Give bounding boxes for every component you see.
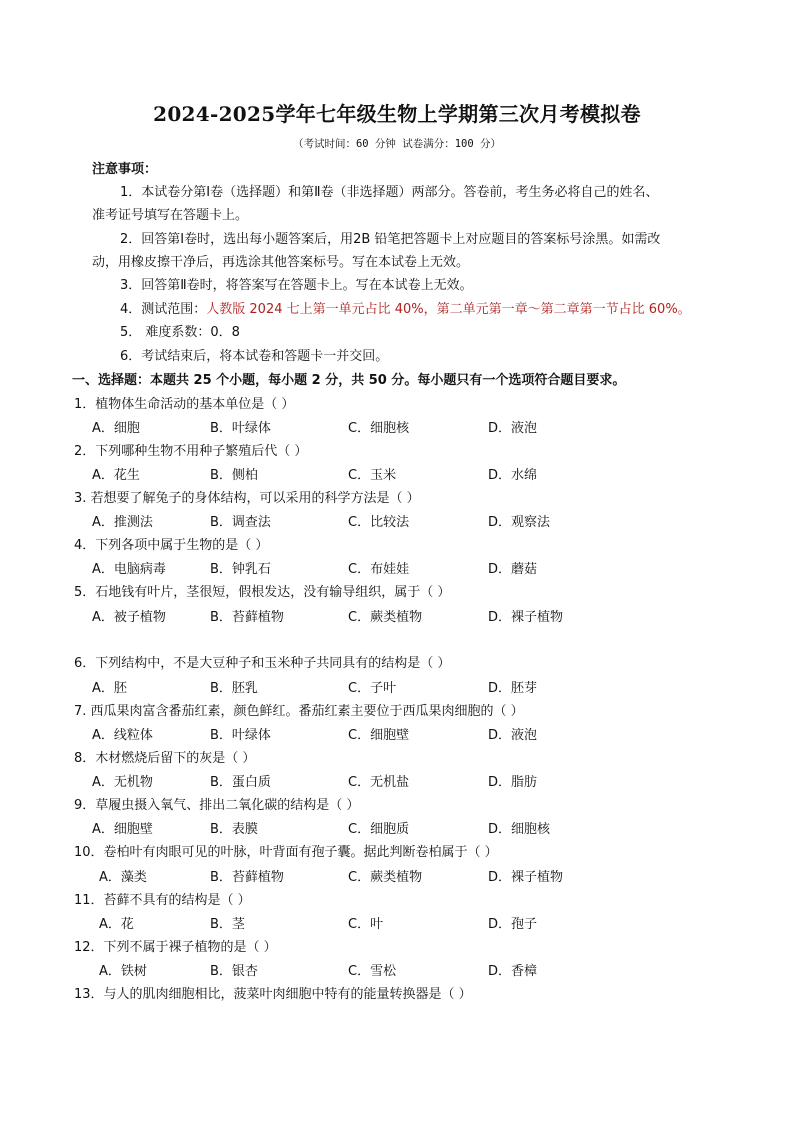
q6-option-d: D．胚芽 [488, 681, 538, 696]
exam-info: （考试时间：60 分钟 试卷满分：100 分） [292, 138, 502, 150]
q8-option-b: B．蛋白质 [210, 775, 271, 790]
q8-option-d: D．脂肪 [488, 775, 538, 790]
question-7: 7. 西瓜果肉富含番茄红素，颜色鲜红。番茄红素主要位于西瓜果肉细胞的（ ） [74, 704, 524, 719]
q12-option-a: A．铁树 [99, 964, 147, 979]
question-3: 3. 若想要了解兔子的身体结构，可以采用的科学方法是（ ） [74, 491, 420, 506]
q3-option-d: D．观察法 [488, 515, 551, 530]
q4-option-a: A．电脑病毒 [92, 562, 166, 577]
notice-item4-scope: 人教版 2024 七上第一单元占比 40%，第二单元第一章～第二章第一节占比 60%。 [206, 302, 691, 317]
q2-option-d: D．水绵 [488, 468, 538, 483]
q1-option-b: B．叶绿体 [210, 421, 271, 436]
notice-heading: 注意事项： [92, 162, 158, 177]
q8-option-a: A．无机物 [92, 775, 153, 790]
q1-option-d: D．液泡 [488, 421, 538, 436]
notice-item4-prefix: 4．测试范围： [120, 302, 207, 317]
q5-option-b: B．苔藓植物 [210, 610, 284, 625]
page-title: 2024-2025学年七年级生物上学期第三次月考模拟卷 [153, 102, 641, 126]
notice-line-1: 1．本试卷分第Ⅰ卷（选择题）和第Ⅱ卷（非选择题）两部分。答卷前，考生务必将自己的姓名、 [120, 185, 659, 200]
q11-option-c: C．叶 [348, 917, 384, 932]
q7-option-d: D．液泡 [488, 728, 538, 743]
q3-option-a: A．推测法 [92, 515, 153, 530]
q2-option-c: C．玉米 [348, 468, 397, 483]
notice-line-3: 2．回答第Ⅰ卷时，选出每小题答案后，用2B 铅笔把答题卡上对应题目的答案标号涂黑。如需改 [120, 232, 661, 247]
q2-option-b: B．侧柏 [210, 468, 258, 483]
question-2: 2．下列哪种生物不用种子繁殖后代（ ） [74, 444, 308, 459]
q5-option-a: A．被子植物 [92, 610, 166, 625]
question-4: 4．下列各项中属于生物的是（ ） [74, 538, 269, 553]
q11-option-d: D．孢子 [488, 917, 538, 932]
notice-line-5: 3．回答第Ⅱ卷时，将答案写在答题卡上。写在本试卷上无效。 [120, 278, 473, 293]
q4-option-c: C．布娃娃 [348, 562, 410, 577]
question-11: 11．苔藓不具有的结构是（ ） [74, 893, 251, 908]
q11-option-a: A．花 [99, 917, 134, 932]
question-1: 1．植物体生命活动的基本单位是（ ） [74, 397, 295, 412]
q10-option-d: D．裸子植物 [488, 870, 564, 885]
q10-option-b: B．苔藓植物 [210, 870, 284, 885]
q12-option-c: C．雪松 [348, 964, 397, 979]
q7-option-c: C．细胞壁 [348, 728, 410, 743]
q3-option-c: C．比较法 [348, 515, 410, 530]
q9-option-d: D．细胞核 [488, 822, 551, 837]
notice-line-8: 6．考试结束后，将本试卷和答题卡一并交回。 [120, 349, 389, 364]
question-8: 8．木材燃烧后留下的灰是（ ） [74, 751, 256, 766]
question-13: 13．与人的肌肉细胞相比，菠菜叶肉细胞中特有的能量转换器是（ ） [74, 987, 472, 1002]
notice-line-7: 5． 难度系数：0．8 [120, 325, 240, 340]
q1-option-c: C．细胞核 [348, 421, 410, 436]
notice-line-2: 准考证号填写在答题卡上。 [92, 208, 249, 223]
q9-option-c: C．细胞质 [348, 822, 410, 837]
q11-option-b: B．茎 [210, 917, 245, 932]
question-5: 5．石地钱有叶片，茎很短，假根发达，没有输导组织，属于（ ） [74, 585, 451, 600]
q7-option-b: B．叶绿体 [210, 728, 271, 743]
q5-option-d: D．裸子植物 [488, 610, 564, 625]
q12-option-b: B．银杏 [210, 964, 258, 979]
q2-option-a: A．花生 [92, 468, 140, 483]
q12-option-d: D．香樟 [488, 964, 538, 979]
question-12: 12．下列不属于裸子植物的是（ ） [74, 940, 277, 955]
question-6: 6．下列结构中，不是大豆种子和玉米种子共同具有的结构是（ ） [74, 656, 451, 671]
q5-option-c: C．蕨类植物 [348, 610, 423, 625]
q3-option-b: B．调查法 [210, 515, 271, 530]
q4-option-b: B．钟乳石 [210, 562, 271, 577]
q6-option-a: A．胚 [92, 681, 127, 696]
q7-option-a: A．线粒体 [92, 728, 153, 743]
question-9: 9．草履虫摄入氧气、排出二氧化碳的结构是（ ） [74, 798, 360, 813]
q10-option-c: C．蕨类植物 [348, 870, 423, 885]
question-10: 10．卷柏叶有肉眼可见的叶脉，叶背面有孢子囊。据此判断卷柏属于（ ） [74, 845, 498, 860]
q9-option-b: B．表膜 [210, 822, 258, 837]
q6-option-b: B．胚乳 [210, 681, 258, 696]
notice-line-6 [120, 300, 691, 320]
q4-option-d: D．蘑菇 [488, 562, 538, 577]
q8-option-c: C．无机盐 [348, 775, 410, 790]
q10-option-a: A．藻类 [99, 870, 147, 885]
notice-line-4: 动，用橡皮擦干净后，再选涂其他答案标号。写在本试卷上无效。 [92, 255, 470, 270]
q6-option-c: C．子叶 [348, 681, 397, 696]
q1-option-a: A．细胞 [92, 421, 140, 436]
q9-option-a: A．细胞壁 [92, 822, 153, 837]
section-heading: 一、选择题：本题共 25 个小题，每小题 2 分，共 50 分。每小题只有一个选项符合题目要求。 [72, 373, 626, 388]
